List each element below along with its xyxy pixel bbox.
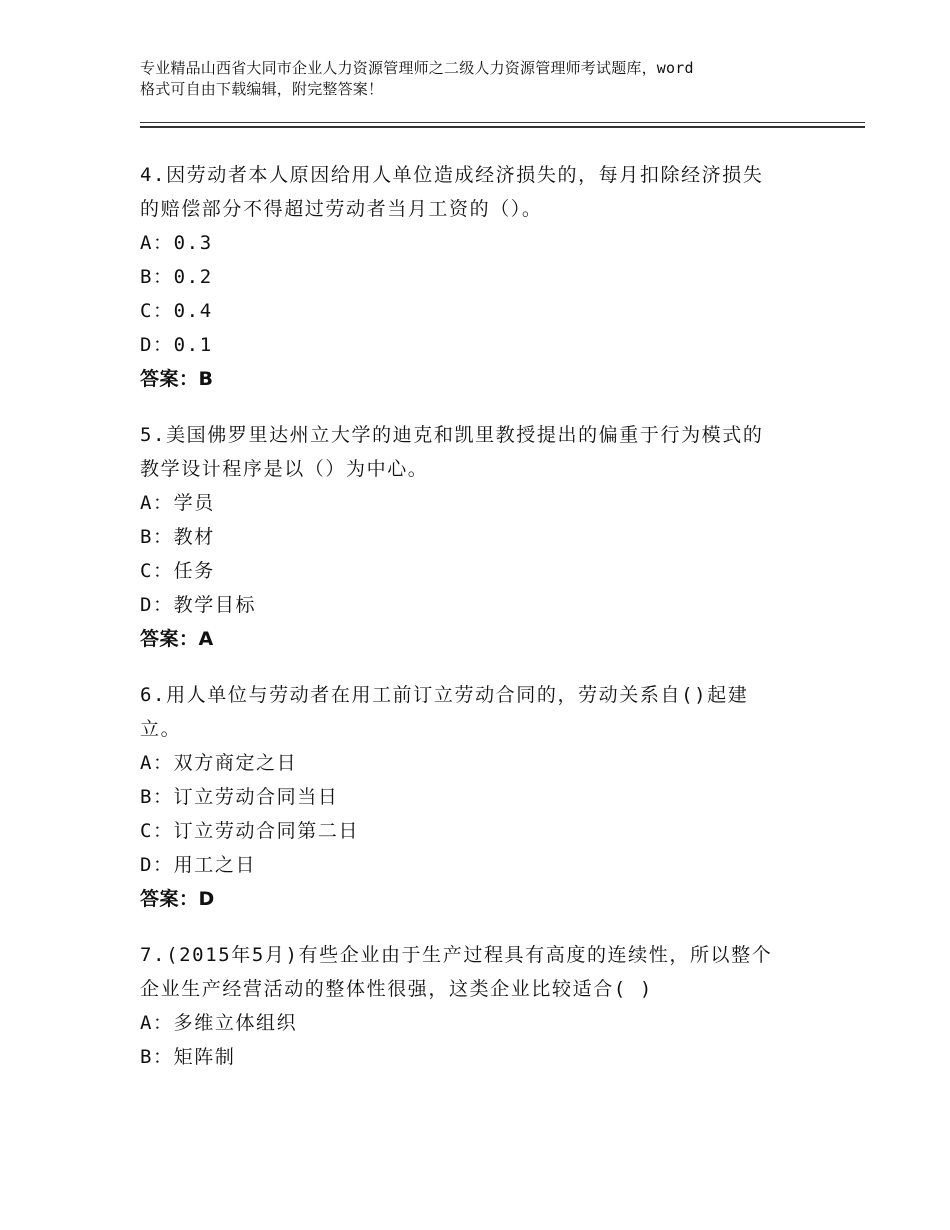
- option-letter: D：: [140, 594, 174, 616]
- question-6: [140, 678, 820, 916]
- option-b: [140, 260, 820, 294]
- option-a: [140, 226, 820, 260]
- option-text: 订立劳动合同当日: [173, 786, 339, 808]
- answer-line: 答案：A: [140, 628, 214, 650]
- option-text: 任务: [173, 560, 215, 582]
- answer-line: 答案：B: [140, 368, 214, 390]
- option-text: 0.4: [173, 300, 213, 322]
- option-letter: B：: [140, 266, 174, 288]
- option-text: 学员: [173, 492, 215, 514]
- option-letter: D：: [140, 854, 174, 876]
- question-4: [140, 158, 820, 396]
- option-letter: A：: [140, 232, 174, 254]
- question-list: [140, 158, 820, 1096]
- option-text: 双方商定之日: [173, 752, 298, 774]
- question-stem-line-2: 的赔偿部分不得超过劳动者当月工资的（）。: [140, 198, 543, 220]
- option-c: [140, 294, 820, 328]
- option-d: [140, 588, 820, 622]
- option-letter: A：: [140, 492, 174, 514]
- option-text: 多维立体组织: [173, 1012, 298, 1034]
- option-letter: C：: [140, 300, 174, 322]
- option-letter: A：: [140, 752, 174, 774]
- option-letter: B：: [140, 786, 174, 808]
- option-text: 教材: [173, 526, 215, 548]
- question-stem-line-2: 企业生产经营活动的整体性很强，这类企业比较适合( ): [140, 978, 653, 1000]
- option-letter: C：: [140, 560, 174, 582]
- option-a: [140, 1006, 820, 1040]
- option-text: 教学目标: [173, 594, 257, 616]
- option-text: 矩阵制: [173, 1046, 236, 1068]
- option-c: [140, 554, 820, 588]
- option-b: [140, 1040, 820, 1074]
- header-divider-thick: [140, 126, 865, 128]
- option-d: [140, 848, 820, 882]
- answer-line: 答案：D: [140, 888, 215, 910]
- option-letter: C：: [140, 820, 174, 842]
- header-line-1: 专业精品山西省大同市企业人力资源管理师之二级人力资源管理师考试题库，word: [140, 59, 694, 77]
- option-d: [140, 328, 820, 362]
- document-header: [140, 58, 840, 100]
- question-stem-line-1: 5.美国佛罗里达州立大学的迪克和凯里教授提出的偏重于行为模式的: [140, 424, 764, 446]
- question-stem-line-1: 6.用人单位与劳动者在用工前订立劳动合同的，劳动关系自()起建: [140, 684, 749, 706]
- question-stem-line-1: 7.(2015年5月)有些企业由于生产过程具有高度的连续性，所以整个: [140, 944, 773, 966]
- option-b: [140, 520, 820, 554]
- option-letter: D：: [140, 334, 174, 356]
- option-b: [140, 780, 820, 814]
- question-stem-line-2: 教学设计程序是以（）为中心。: [140, 458, 429, 480]
- option-letter: A：: [140, 1012, 174, 1034]
- question-5: [140, 418, 820, 656]
- option-text: 订立劳动合同第二日: [173, 820, 360, 842]
- option-text: 用工之日: [173, 854, 257, 876]
- option-text: 0.3: [173, 232, 213, 254]
- option-text: 0.1: [173, 334, 213, 356]
- question-7: [140, 938, 820, 1074]
- question-stem-line-2: 立。: [140, 718, 182, 740]
- option-letter: B：: [140, 526, 174, 548]
- option-a: [140, 486, 820, 520]
- option-a: [140, 746, 820, 780]
- option-c: [140, 814, 820, 848]
- option-letter: B：: [140, 1046, 174, 1068]
- option-text: 0.2: [173, 266, 213, 288]
- question-stem-line-1: 4.因劳动者本人原因给用人单位造成经济损失的，每月扣除经济损失: [140, 164, 764, 186]
- header-divider-thin: [140, 122, 865, 123]
- header-line-2: 格式可自由下载编辑，附完整答案！: [140, 80, 384, 98]
